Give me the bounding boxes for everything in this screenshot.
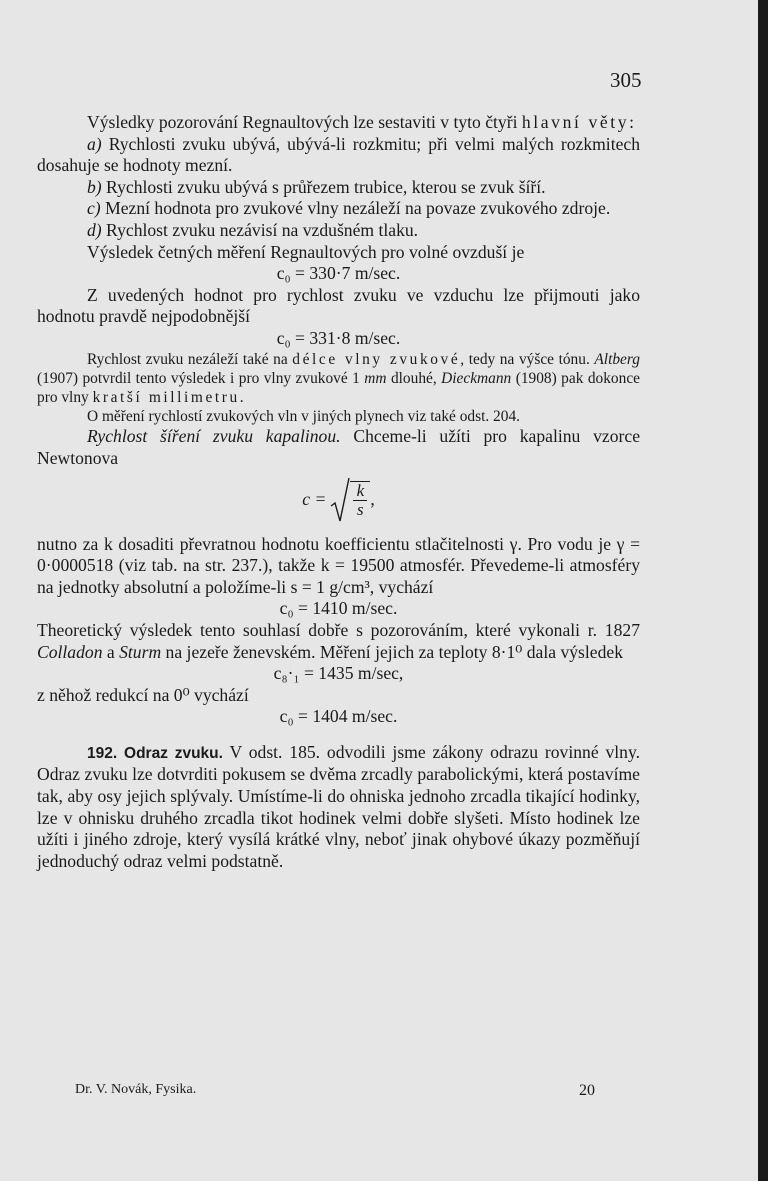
result-intro: Výsledek četných měření Regnaultových pro volné ovzduší je: [87, 241, 525, 262]
page-footer: [75, 1082, 595, 1100]
liquid-text: Chceme-li užíti pro kapalinu vzorce Newtonova: [37, 426, 640, 468]
paragraph-k: nutno za k dosaditi převratnou hodnotu koefficientu stlačitelnosti γ. Pro vodu je γ = 0·0000518 (viz tab. na str. 237.), takže k = 19500 atmosfér. Převedeme-li atmosféry na jednotky absolutní a položíme-li s = 1 g/cm³, vychází: [37, 533, 640, 597]
equation-4: c₈·₁ = 1435 m/sec,: [273, 663, 404, 684]
point-a-text: Rychlosti zvuku ubývá, ubývá-li rozkmitu; při velmi malých rozkmitech dosahuje se hodnoty mezní.: [37, 133, 640, 176]
small1-text-d: dlouhé,: [386, 369, 442, 387]
point-c-label: c): [87, 198, 101, 219]
page-number: 305: [610, 68, 642, 92]
equation-2: c₀ = 331·8 m/sec.: [276, 327, 401, 348]
formula-newton: [37, 476, 640, 524]
author-altberg: Altberg: [594, 350, 640, 368]
point-b-label: b): [87, 176, 102, 197]
small1-text-b: , tedy na výšce tónu.: [460, 350, 595, 368]
point-d-text: Rychlost zvuku nezávisí na vzdušném tlaku.: [101, 219, 419, 240]
point-b: [37, 177, 640, 199]
small1-text-e: (1908) pak dokonce pro vlny: [37, 369, 640, 406]
page-text: [37, 112, 640, 872]
theory-text-b: a: [102, 641, 120, 662]
footer-author: Dr. V. Novák, Fysika.: [75, 1082, 197, 1097]
author-sturm: Sturm: [119, 641, 162, 662]
footer-signature-number: 20: [579, 1082, 595, 1099]
section-192: [37, 742, 640, 873]
intro-line: Výsledky pozorování Regnaultových lze sestaviti v tyto čtyři: [87, 112, 518, 132]
paragraph-intro: [37, 112, 640, 134]
small1-spaced-2: kratší millimetru: [92, 388, 240, 406]
section-text: V odst. 185. odvodili jsme zákony odrazu rovinné vlny. Odraz zvuku lze dotvrditi pokusem se dvěma zrcadly parabolickými, která postavíme tak, aby osy jejich splývaly. Umístíme-li do ohniska jednoho zrcadla tikající hodinky, lze v ohnisku druhého zrcadla tikot hodinek velmi dobře slyšeti. Místo hodinek lze užíti i jiného zdroje, který vysílá krátké vlny, neboť jinak ohybové úkazy pozměňují jednoduchý odraz velmi podstatně.: [37, 741, 641, 871]
point-a-label: a): [87, 133, 102, 154]
section-number: 192.: [87, 744, 118, 762]
theory-text-a: Theoretický výsledek tento souhlasí dobře s pozorováním, které vykonali r. 1827: [37, 619, 640, 640]
point-c-text: Mezní hodnota pro zvukové vlny nezáleží na povaze zvukového zdroje.: [100, 198, 611, 219]
equation-1: c₀ = 330·7 m/sec.: [276, 263, 401, 284]
point-d-label: d): [87, 219, 102, 240]
small1-spaced: délce vlny zvukové: [292, 350, 461, 368]
small1-text-c: (1907) potvrdil tento výsledek i pro vlny zvukové 1: [37, 369, 365, 387]
unit-mm: mm: [364, 369, 387, 387]
liquid-heading: Rychlost šíření zvuku kapalinou.: [87, 426, 341, 447]
theory-text-c: na jezeře ženevském. Měření jejich za teploty 8·1⁰ dala výsledek: [161, 641, 624, 662]
author-colladon: Colladon: [37, 641, 103, 662]
equation-3: c₀ = 1410 m/sec.: [279, 598, 398, 619]
point-c: [37, 198, 640, 220]
small1-text-f: .: [239, 388, 244, 406]
small1-text-a: Rychlost zvuku nezáleží také na: [87, 350, 293, 368]
small-paragraph-2: O měření rychlostí zvukových vln v jiných plynech viz také odst. 204.: [87, 408, 520, 426]
section-title: Odraz zvuku.: [124, 744, 223, 762]
formula-denominator: s: [357, 499, 364, 519]
page-edge-shadow: [758, 0, 768, 1181]
formula-comma: ,: [370, 488, 375, 509]
formula-lhs: c =: [302, 488, 327, 509]
equation-5: c₀ = 1404 m/sec.: [279, 706, 398, 727]
sqrt-sign-icon: [330, 476, 350, 524]
paragraph-theory: [37, 620, 640, 663]
small-paragraph-1: [37, 350, 640, 408]
formula-fraction: [350, 481, 370, 519]
paragraph-liquid: [37, 426, 640, 469]
paragraph-values: Z uvedených hodnot pro rychlost zvuku ve vzduchu lze přijmouti jako hodnotu pravdě nejpodobnější: [37, 284, 640, 327]
author-dieckmann: Dieckmann: [441, 369, 512, 387]
point-d: [37, 220, 640, 242]
formula-newton-expression: [302, 476, 375, 524]
formula-numerator: k: [356, 480, 365, 500]
point-b-text: Rychlosti zvuku ubývá s průřezem trubice, kterou se zvuk šíří.: [101, 176, 546, 197]
intro-spaced: hlavní věty:: [521, 112, 637, 132]
point-a: [37, 134, 640, 177]
paragraph-reduction: z něhož redukcí na 0⁰ vychází: [37, 684, 249, 705]
